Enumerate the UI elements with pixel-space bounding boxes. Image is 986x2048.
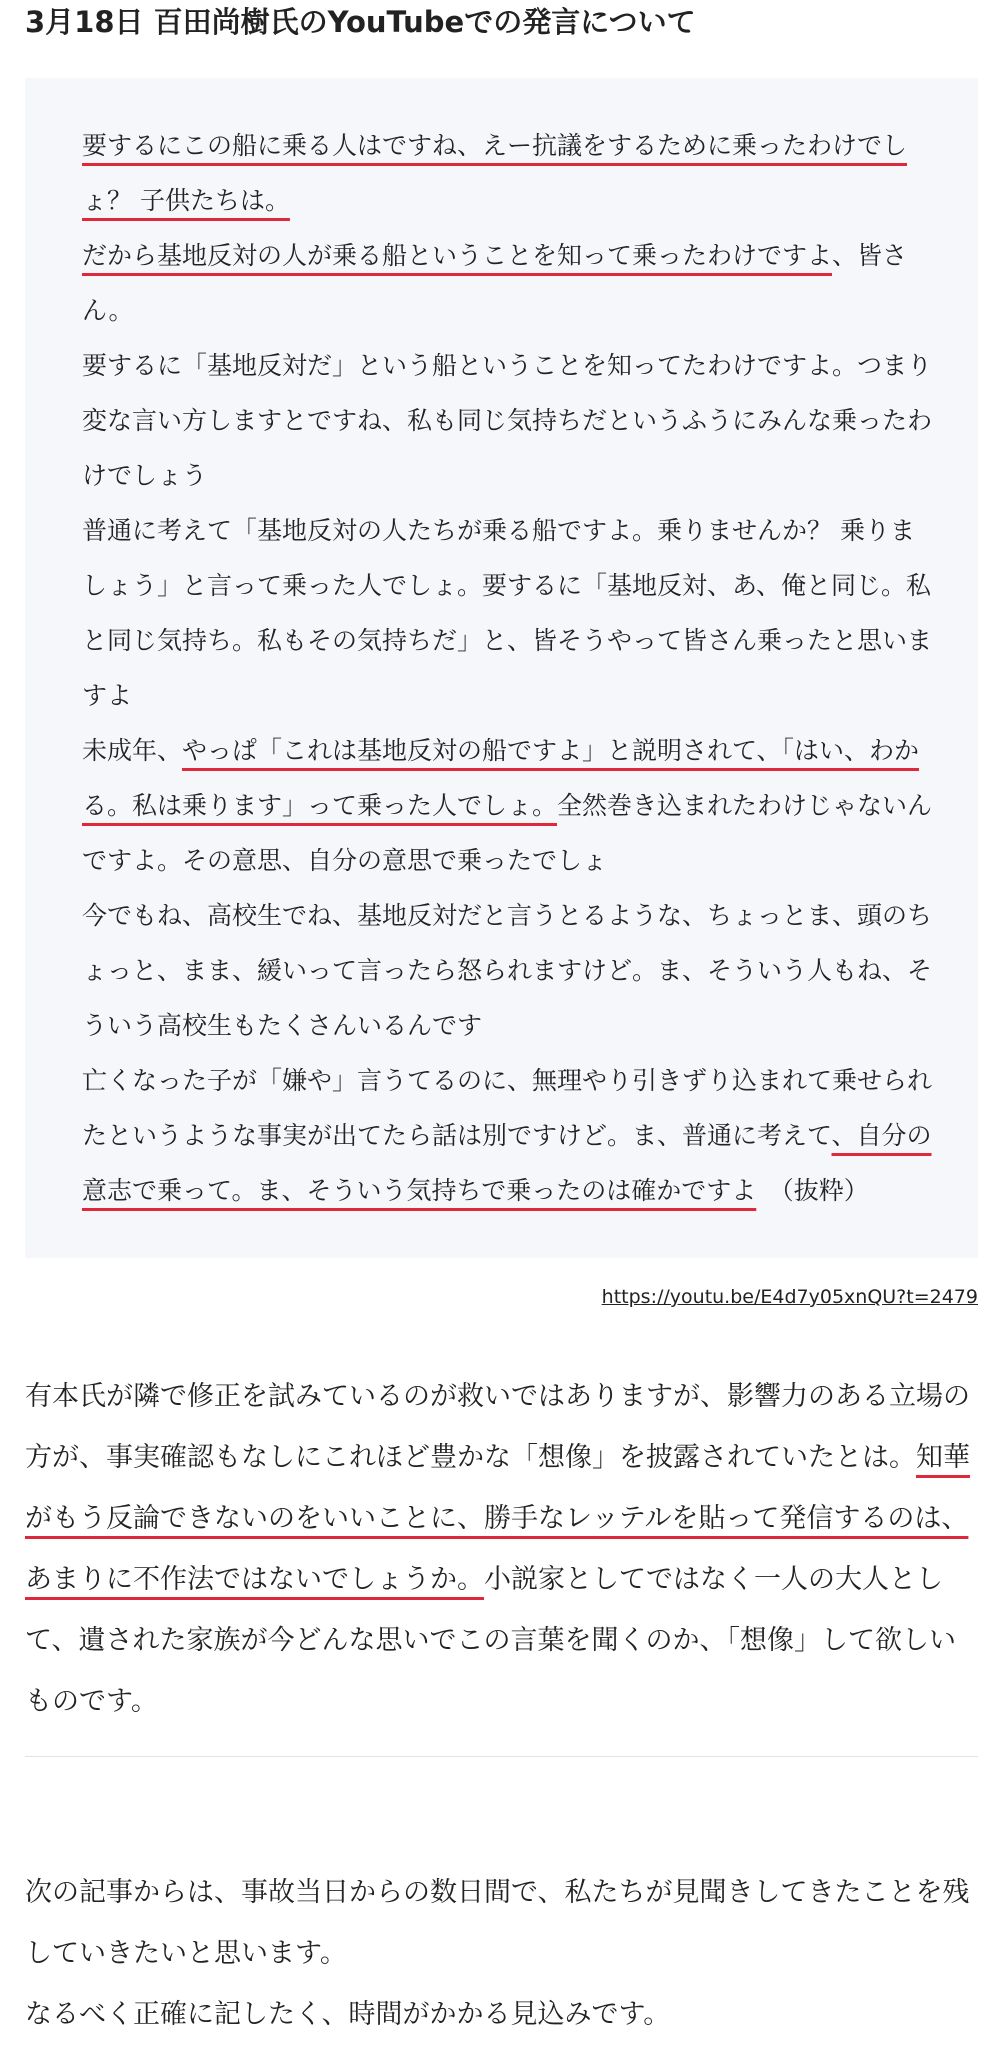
quote-paragraph [82,118,938,228]
quote-paragraph [82,1053,938,1218]
body-text: なるべく正確に記したく、時間がかかる見込みです。 [25,1999,671,2030]
underlined-text: 要するにこの船に乗る人はですね、えー抗議をするために乗ったわけでしょ？ 子供たちは。 [82,131,908,215]
quote-text: 未成年、 [82,736,183,765]
quote-text: 全然巻き込まれたわけじゃないんですよ。その意思、自分の意思で乗ったでしょ [82,791,933,875]
body-paragraph [25,1366,980,1732]
quote-text: 普通に考えて「基地反対の人たちが乗る船ですよ。乗りませんか？ 乗りましょう」と言って乗った人でしょ。要するに「基地反対、あ、俺と同じ。私と同じ気持ち。私もその気持ちだ」と、皆そうやって皆さん乗ったと思いますよ [82,516,933,710]
quote-paragraph [82,888,938,1053]
underlined-text: 、自分の意志で乗って。ま、そういう気持ちで乗ったのは確かですよ [82,1121,932,1205]
quote-text: 、皆さん。 [82,241,908,325]
quote-text: 今でもね、高校生でね、基地反対だと言うとるような、ちょっとま、頭のちょっと、まま、緩いって言ったら怒られますけど。ま、そういう人もね、そういう高校生もたくさんいるんです [82,901,933,1040]
underlined-text: やっぱ「これは基地反対の船ですよ」と説明されて、「はい、わかる。私は乗ります」って乗った人でしょ。 [82,736,920,820]
quote-paragraph [82,338,938,503]
quote-paragraph [82,723,938,888]
quote-text: （抜粋） [756,1176,869,1205]
underlined-text: だから基地反対の人が乗る船ということを知って乗ったわけですよ [82,241,833,270]
body-paragraph [25,1862,980,2045]
body-text: 小説家としてではなく一人の大人として、遺された家族が今どんな思いでこの言葉を聞くのか、「想像」して欲しいものです。 [25,1564,956,1717]
body-text: 有本氏が隣で修正を試みているのが救いではありますが、影響力のある立場の方が、事実確認もなしにこれほど豊かな「想像」を披露されていたとは。 [25,1381,970,1473]
quote-block [25,78,978,1258]
quote-paragraph [82,503,938,723]
section-divider [25,1756,978,1757]
quote-text: 要するに「基地反対だ」という船ということを知ってたわけですよ。つまり変な言い方しますとですね、私も同じ気持ちだというふうにみんな乗ったわけでしょう [82,351,933,490]
body-text: 次の記事からは、事故当日からの数日間で、私たちが見聞きしてきたことを残していきたいと思います。 [25,1877,970,1969]
youtube-source-link[interactable]: https://youtu.be/E4d7y05xnQU?t=2479 [601,1286,978,1308]
underlined-text: 知華がもう反論できないのをいいことに、勝手なレッテルを貼って発信するのは、あまりに不作法ではないでしょうか。 [25,1442,970,1595]
quote-paragraph [82,228,938,338]
article-heading: 3月18日 百田尚樹氏のYouTubeでの発言について [25,5,696,39]
quote-text: 亡くなった子が「嫌や」言うてるのに、無理やり引きずり込まれて乗せられたというような事実が出てたら話は別ですけど。ま、普通に考えて [82,1066,933,1150]
